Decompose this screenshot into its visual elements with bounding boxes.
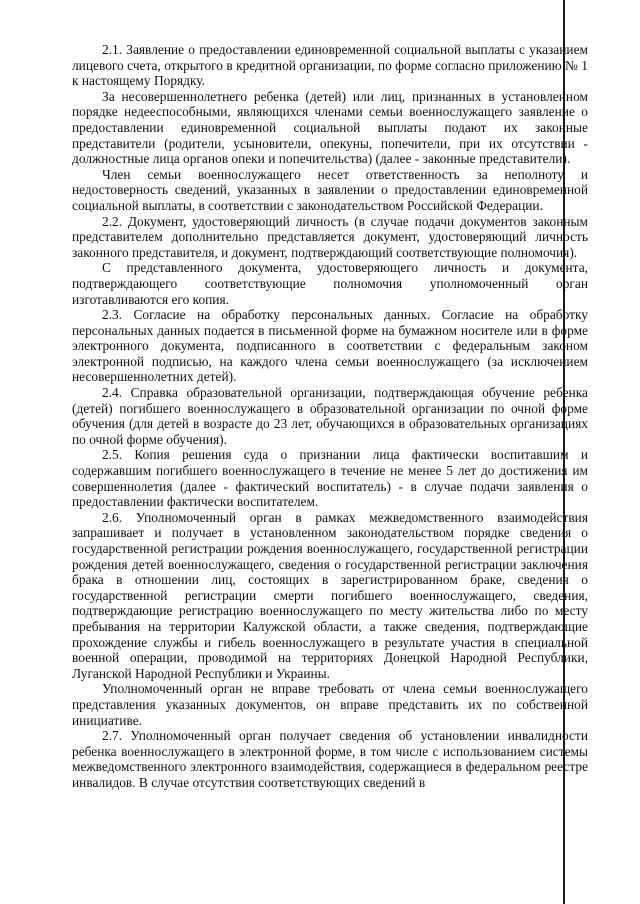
- paragraph-2-1: 2.1. Заявление о предоставлении единовременной социальной выплаты с указанием лицевого счета, открытого в кредитной организации, по форме согласно приложению № 1 к настоящему Порядку.: [72, 42, 588, 89]
- paragraph-2-7: 2.7. Уполномоченный орган получает сведения об установлении инвалидности ребенка военнослужащего в электронной форме, в том числе с использованием системы межведомственного электронного взаимодействия, содержащиеся в федеральном реестре инвалидов. В случае отсутствия соответствующих сведений в: [72, 728, 588, 790]
- paragraph-2-6: 2.6. Уполномоченный орган в рамках межведомственного взаимодействия запрашивает и получает в установленном законодательством порядке сведения о государственной регистрации рождения военнослужащего, государственной регистрации рождения детей военнослужащего, сведения о государственной регистрации заключения брака в отношении лиц, состоящих в зарегистрированном браке, сведения о государственной регистрации смерти погибшего военнослужащего, сведения, подтверждающие регистрацию военнослужащего по месту жительства либо по месту пребывания на территории Калужской области, а также сведения, подтверждающие прохождение службы и гибель военнослужащего в результате участия в специальной военной операции, проводимой на территориях Донецкой Народной Республики, Луганской Народной Республики и Украины.: [72, 509, 588, 681]
- paragraph-2-2: 2.2. Документ, удостоверяющий личность (в случае подачи документов законным представителем дополнительно представляется документ, удостоверяющий личность законного представителя, и документ, подтверждающий соответствующие полномочия).: [72, 213, 588, 260]
- paragraph-authority-restriction: Уполномоченный орган не вправе требовать от члена семьи военнослужащего представления указанных документов, он вправе представить их по собственной инициативе.: [72, 681, 588, 728]
- paragraph-2-4: 2.4. Справка образовательной организации, подтверждающая обучение ребенка (детей) погибшего военнослужащего в образовательной организации по очной форме обучения (для детей в возрасте до 23 лет, обучающихся в образовательных организациях по очной форме обучения).: [72, 385, 588, 447]
- paragraph-responsibility: Член семьи военнослужащего несет ответственность за неполноту и недостоверность сведений, указанных в заявлении о предоставлении единовременной социальной выплаты, в соответствии с законодательством Российской Федерации.: [72, 166, 588, 213]
- paragraph-2-3: 2.3. Согласие на обработку персональных данных. Согласие на обработку персональных данных подается в письменной форме на бумажном носителе или в форме электронного документа, подписанного в соответствии с федеральным законом электронной подписью, на каждого члена семьи военнослужащего (за исключением несовершеннолетних детей).: [72, 307, 588, 385]
- document-page: [72, 42, 588, 791]
- paragraph-legal-representatives: За несовершеннолетнего ребенка (детей) или лиц, признанных в установленном порядке недееспособными, являющихся членами семьи военнослужащего заявление о предоставлении единовременной социальной выплаты подают их законные представители (родители, усыновители, опекуны, попечители, при их отсутствии - должностные лица органов опеки и попечительства) (далее - законные представители).: [72, 88, 588, 167]
- paragraph-document-copy: С представленного документа, удостоверяющего личность и документа, подтверждающего соответствующие полномочия уполномоченный орган изготавливаются его копия.: [72, 260, 588, 307]
- paragraph-2-5: 2.5. Копия решения суда о признании лица фактически воспитавшим и содержавшим погибшего военнослужащего в течение не менее 5 лет до достижения им совершеннолетия (далее - фактический воспитатель) - в случае подачи заявления о предоставлении фактически воспитателем.: [72, 447, 588, 510]
